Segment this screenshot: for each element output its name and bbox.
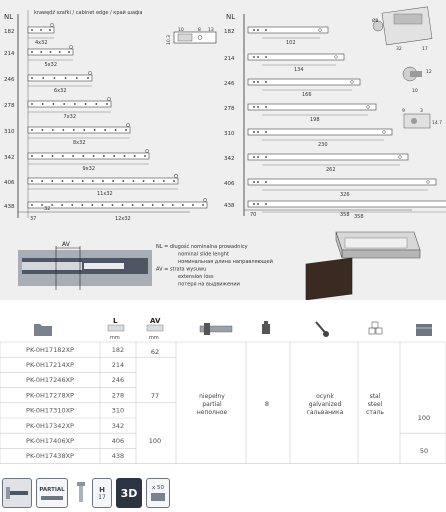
right-dim-label: 358 <box>354 214 364 220</box>
right-rail-246 <box>248 79 360 85</box>
left-rail-278 <box>28 101 111 107</box>
left-bottom-dim-37: 37 <box>30 216 37 222</box>
right-length-label: 278 <box>224 106 235 112</box>
legend-line: номинальная длина направляющей <box>178 259 273 265</box>
left-rail-hole <box>87 77 89 79</box>
left-rail-hole <box>143 180 145 182</box>
left-length-label: 406 <box>4 180 15 186</box>
right-rail-hole <box>265 203 267 205</box>
right-rail-182 <box>248 27 328 33</box>
right-rail-hole <box>265 56 267 58</box>
left-rail-hole <box>31 180 33 182</box>
left-length-label: 278 <box>4 103 15 109</box>
left-rail-hole <box>122 180 124 182</box>
right-rail-hole <box>265 106 267 108</box>
product-code: PK-0H17246XP <box>26 376 74 385</box>
left-rail-hole <box>51 204 53 206</box>
left-length-label: 310 <box>4 129 15 135</box>
left-rail-hole <box>31 155 33 157</box>
left-hole-label: 6x32 <box>54 88 67 94</box>
left-rail-hole <box>162 204 164 206</box>
length-value: 342 <box>111 421 125 430</box>
right-rail-hole <box>253 106 255 108</box>
left-rail-hole <box>134 155 136 157</box>
left-diagram <box>4 9 216 222</box>
left-rail-hole <box>73 129 75 131</box>
left-rail-stop <box>88 71 91 74</box>
left-rail-hole <box>52 129 54 131</box>
right-rail-hole <box>257 29 259 31</box>
right-rail-342 <box>248 154 408 160</box>
right-rail-hole <box>257 203 259 205</box>
legend-line: nominal slide lenght <box>178 251 229 258</box>
pack-50: 50 <box>419 447 429 455</box>
right-rail-hole <box>265 181 267 183</box>
left-rail-hole <box>41 180 43 182</box>
slide-icon <box>200 323 232 335</box>
right-dim-label: 198 <box>310 117 320 123</box>
left-bottom-dim-32: 32 <box>44 206 51 212</box>
product-code: PK-0H17406XP <box>26 437 74 445</box>
left-hole-label: 8x32 <box>73 140 86 146</box>
left-rail-stop <box>174 174 177 177</box>
left-rail-hole <box>31 51 33 53</box>
left-rail-342 <box>28 153 149 159</box>
svg-text:mm: mm <box>149 335 159 341</box>
left-rail-hole <box>51 180 53 182</box>
left-length-label: 438 <box>4 204 15 210</box>
right-detail-dim-e: 10 <box>412 89 418 94</box>
right-rail-hole <box>253 29 255 31</box>
left-rail-hole <box>52 155 54 157</box>
right-length-label: 310 <box>224 131 235 137</box>
left-rail-hole <box>91 204 93 206</box>
right-detail-dim-h: 14.7 <box>432 121 443 126</box>
left-length-label: 182 <box>4 29 15 35</box>
finish-en: galvanized <box>308 401 342 408</box>
left-rail-stop <box>203 198 206 201</box>
right-dim-label: 262 <box>326 167 336 173</box>
left-detail-dim-c: 13 <box>208 28 214 33</box>
finish-pl: ocynk <box>316 393 334 400</box>
av-slide-photo <box>18 241 152 290</box>
left-rail-stop <box>69 45 72 48</box>
left-rail-hole <box>92 180 94 182</box>
right-detail-dim-f: 9 <box>402 109 405 114</box>
legend-line: AV = strata wysuwu <box>156 266 207 273</box>
left-rail-hole <box>31 204 33 206</box>
left-rail-hole <box>72 180 74 182</box>
left-rail-hole <box>102 180 104 182</box>
left-rail-hole <box>124 155 126 157</box>
right-rail-hole <box>257 56 259 58</box>
svg-text:mm: mm <box>110 335 120 341</box>
left-rail-246 <box>28 75 92 81</box>
right-rail-hole <box>253 81 255 83</box>
left-edge-label: krawędź szafki / cabinet edge / край шафа <box>34 10 143 16</box>
left-rail-hole <box>144 155 146 157</box>
left-rail-hole <box>41 155 43 157</box>
left-rail-hole <box>42 129 44 131</box>
product-code: PK-0H17278XP <box>26 391 74 400</box>
right-rail-hole <box>265 81 267 83</box>
left-rail-hole <box>132 204 134 206</box>
left-rail-hole <box>74 103 76 105</box>
legend-line: потеря на выдвижении <box>178 281 240 288</box>
left-rail-stop <box>50 23 53 26</box>
left-rail-hole <box>153 180 155 182</box>
left-rail-stop <box>107 97 110 100</box>
svg-text:AV: AV <box>150 317 161 325</box>
left-rail-hole <box>82 155 84 157</box>
right-dim-label: 326 <box>340 192 350 198</box>
left-length-label: 246 <box>4 77 15 83</box>
left-rail-hole <box>62 155 64 157</box>
left-hole-label: 11x32 <box>97 191 113 197</box>
left-rail-hole <box>94 129 96 131</box>
av-value-62: 62 <box>150 348 160 356</box>
length-value: 214 <box>111 361 125 369</box>
right-rail-hole <box>257 81 259 83</box>
left-rail-hole <box>112 204 114 206</box>
length-value: 406 <box>111 437 125 445</box>
pack-x50-badge <box>146 478 170 508</box>
legend-line: extension loss <box>178 274 214 280</box>
table-header <box>34 317 432 341</box>
left-rail-hole <box>81 204 83 206</box>
spec-table <box>0 312 446 472</box>
right-dim-label: 102 <box>286 40 296 46</box>
partial-badge <box>36 478 68 508</box>
material-ru: сталь <box>366 409 384 416</box>
drawer-illustration <box>306 232 420 300</box>
left-detail-dim-b: 8 <box>198 28 201 33</box>
product-code: PK-0H17214XP <box>26 361 74 369</box>
right-rail-278 <box>248 104 376 110</box>
left-rail-hole <box>115 129 117 131</box>
right-rail-hole <box>257 106 259 108</box>
right-rail-hole <box>265 156 267 158</box>
left-rail-hole <box>53 103 55 105</box>
left-rail-hole <box>31 129 33 131</box>
left-rail-hole <box>142 204 144 206</box>
right-rail-438 <box>248 201 446 207</box>
left-rail-hole <box>41 204 43 206</box>
left-bottom-dim-12x32: 12x32 <box>115 216 131 222</box>
right-bottom-dim-358: 358 <box>340 212 350 218</box>
partial-bar <box>41 496 63 500</box>
left-rail-438 <box>28 202 207 208</box>
left-rail-hole <box>102 204 104 206</box>
right-rail-214 <box>248 54 344 60</box>
extension-pl: niepełny <box>199 393 225 400</box>
pack-100: 100 <box>417 414 431 422</box>
left-rail-hole <box>113 155 115 157</box>
right-detail-bracket <box>402 108 442 128</box>
left-rail-hole <box>62 129 64 131</box>
h17-h: H <box>99 485 105 494</box>
legend-line: NL = długość nominalna prowadnicy <box>156 244 248 250</box>
slide-profile-icon <box>2 478 32 508</box>
screw-icon <box>72 478 90 508</box>
left-rail-hole <box>40 29 42 31</box>
right-length-label: 246 <box>224 81 235 87</box>
left-rail-hole <box>106 103 108 105</box>
left-rail-hole <box>93 155 95 157</box>
length-value: 278 <box>111 391 125 400</box>
right-rail-hole <box>253 203 255 205</box>
right-detail-dim-c: 17 <box>422 47 428 52</box>
h17-value: 17 <box>98 493 106 501</box>
right-nl-header: NL <box>226 13 236 21</box>
left-rail-hole <box>76 77 78 79</box>
footer-icons <box>0 476 446 512</box>
left-rail-hole <box>125 129 127 131</box>
right-length-label: 182 <box>224 29 235 35</box>
left-detail-dim-a: 10 <box>178 28 184 33</box>
left-rail-hole <box>49 29 51 31</box>
right-rail-hole <box>253 156 255 158</box>
left-rail-hole <box>202 204 204 206</box>
left-rail-hole <box>163 180 165 182</box>
right-detail-dim-g: 3 <box>420 109 423 114</box>
3d-text: 3D <box>120 486 138 500</box>
merged-cells <box>149 348 430 455</box>
right-rail-hole <box>257 131 259 133</box>
right-length-label: 214 <box>224 56 235 62</box>
length-value: 182 <box>111 345 125 354</box>
left-rail-hole <box>42 77 44 79</box>
right-rail-hole <box>265 29 267 31</box>
left-rail-hole <box>82 180 84 182</box>
left-rail-hole <box>54 77 56 79</box>
left-rail-hole <box>152 204 154 206</box>
product-code: PK-0H17182XP <box>26 345 74 354</box>
left-rail-hole <box>63 103 65 105</box>
product-code: PK-0H17342XP <box>26 421 74 430</box>
box-icon <box>416 324 432 336</box>
right-detail-dim-a: Ø8 <box>372 19 379 24</box>
material-icon <box>369 322 382 334</box>
right-rail-hole <box>257 156 259 158</box>
left-rail-hole <box>31 103 33 105</box>
extension-ru: неполное <box>196 409 228 416</box>
partial-text: PARTIAL <box>39 486 65 493</box>
left-length-label: 214 <box>4 51 15 57</box>
3d-badge <box>116 478 142 508</box>
left-rail-hole <box>61 204 63 206</box>
left-hole-label: 5x32 <box>44 62 58 68</box>
left-detail-profile <box>166 27 216 45</box>
screwdriver-icon <box>316 322 329 337</box>
length-icon <box>108 317 124 341</box>
left-rail-hole <box>85 103 87 105</box>
left-rail-hole <box>112 180 114 182</box>
left-rail-hole <box>31 77 33 79</box>
left-rail-hole <box>133 180 135 182</box>
left-length-label: 342 <box>4 155 15 161</box>
right-dim-label: 166 <box>302 92 312 98</box>
left-rail-hole <box>192 204 194 206</box>
right-detail-dim-d: 12 <box>426 70 432 75</box>
load-value: 8 <box>264 400 270 408</box>
left-rail-hole <box>182 204 184 206</box>
product-code: PK-0H17310XP <box>26 406 74 415</box>
right-rail-hole <box>257 181 259 183</box>
left-rail-stop <box>126 123 129 126</box>
left-rail-hole <box>71 204 73 206</box>
right-detail-dim-b: 32 <box>396 47 402 52</box>
material-en: steel <box>367 401 383 408</box>
finish-ru: гальваника <box>306 409 344 416</box>
right-rail-406 <box>248 179 436 185</box>
right-rail-hole <box>253 131 255 133</box>
product-code: PK-0H17438XP <box>26 452 74 461</box>
left-rail-hole <box>42 103 44 105</box>
right-detail-rail <box>372 7 432 52</box>
left-rail-hole <box>95 103 97 105</box>
right-length-label: 438 <box>224 203 235 209</box>
right-bottom-dim-70: 70 <box>250 212 257 218</box>
length-value: 246 <box>111 376 125 385</box>
left-rail-hole <box>65 77 67 79</box>
material-pl: stal <box>369 393 381 400</box>
left-rail-hole <box>83 129 85 131</box>
left-hole-label: 9x32 <box>82 166 96 172</box>
left-rail-hole <box>172 204 174 206</box>
left-rail-hole <box>50 51 52 53</box>
legend <box>156 243 273 288</box>
left-rail-hole <box>122 204 124 206</box>
av-value-77: 77 <box>150 392 160 400</box>
left-rail-hole <box>104 129 106 131</box>
right-dim-label: 134 <box>294 67 304 73</box>
left-hole-label: 7x32 <box>63 114 77 120</box>
svg-text:L: L <box>113 317 118 325</box>
left-hole-label: 4x32 <box>35 40 48 46</box>
left-detail-dim-d: 10.3 <box>167 34 172 45</box>
right-length-label: 342 <box>224 156 235 162</box>
h17-badge <box>92 478 112 508</box>
left-rail-hole <box>59 51 61 53</box>
left-rail-hole <box>103 155 105 157</box>
right-dim-label: 230 <box>318 142 328 148</box>
right-rail-310 <box>248 129 392 135</box>
load-icon <box>262 321 270 334</box>
screw-glyph <box>74 481 88 505</box>
pack-x50-text: x 50 <box>151 485 164 491</box>
left-rail-hole <box>173 180 175 182</box>
av-photo-label: AV <box>62 241 70 248</box>
left-rail-hole <box>40 51 42 53</box>
av-value-100: 100 <box>148 437 162 445</box>
left-rail-stop <box>145 149 148 152</box>
av-icon <box>147 317 163 341</box>
left-rail-hole <box>68 51 70 53</box>
left-rail-hole <box>62 180 64 182</box>
slide-profile-glyph <box>5 485 29 501</box>
left-rail-hole <box>31 29 33 31</box>
left-nl-header: NL <box>4 13 14 21</box>
right-rail-hole <box>253 181 255 183</box>
right-diagram <box>224 7 446 220</box>
left-rail-hole <box>72 155 74 157</box>
folder-icon <box>34 324 52 336</box>
length-value: 310 <box>111 406 125 415</box>
right-rail-hole <box>265 131 267 133</box>
pack-x50-box <box>151 493 165 501</box>
extension-en: partial <box>202 401 222 408</box>
right-rail-hole <box>253 56 255 58</box>
length-value: 438 <box>111 452 125 461</box>
right-detail-screw <box>403 67 432 94</box>
right-length-label: 406 <box>224 181 235 187</box>
